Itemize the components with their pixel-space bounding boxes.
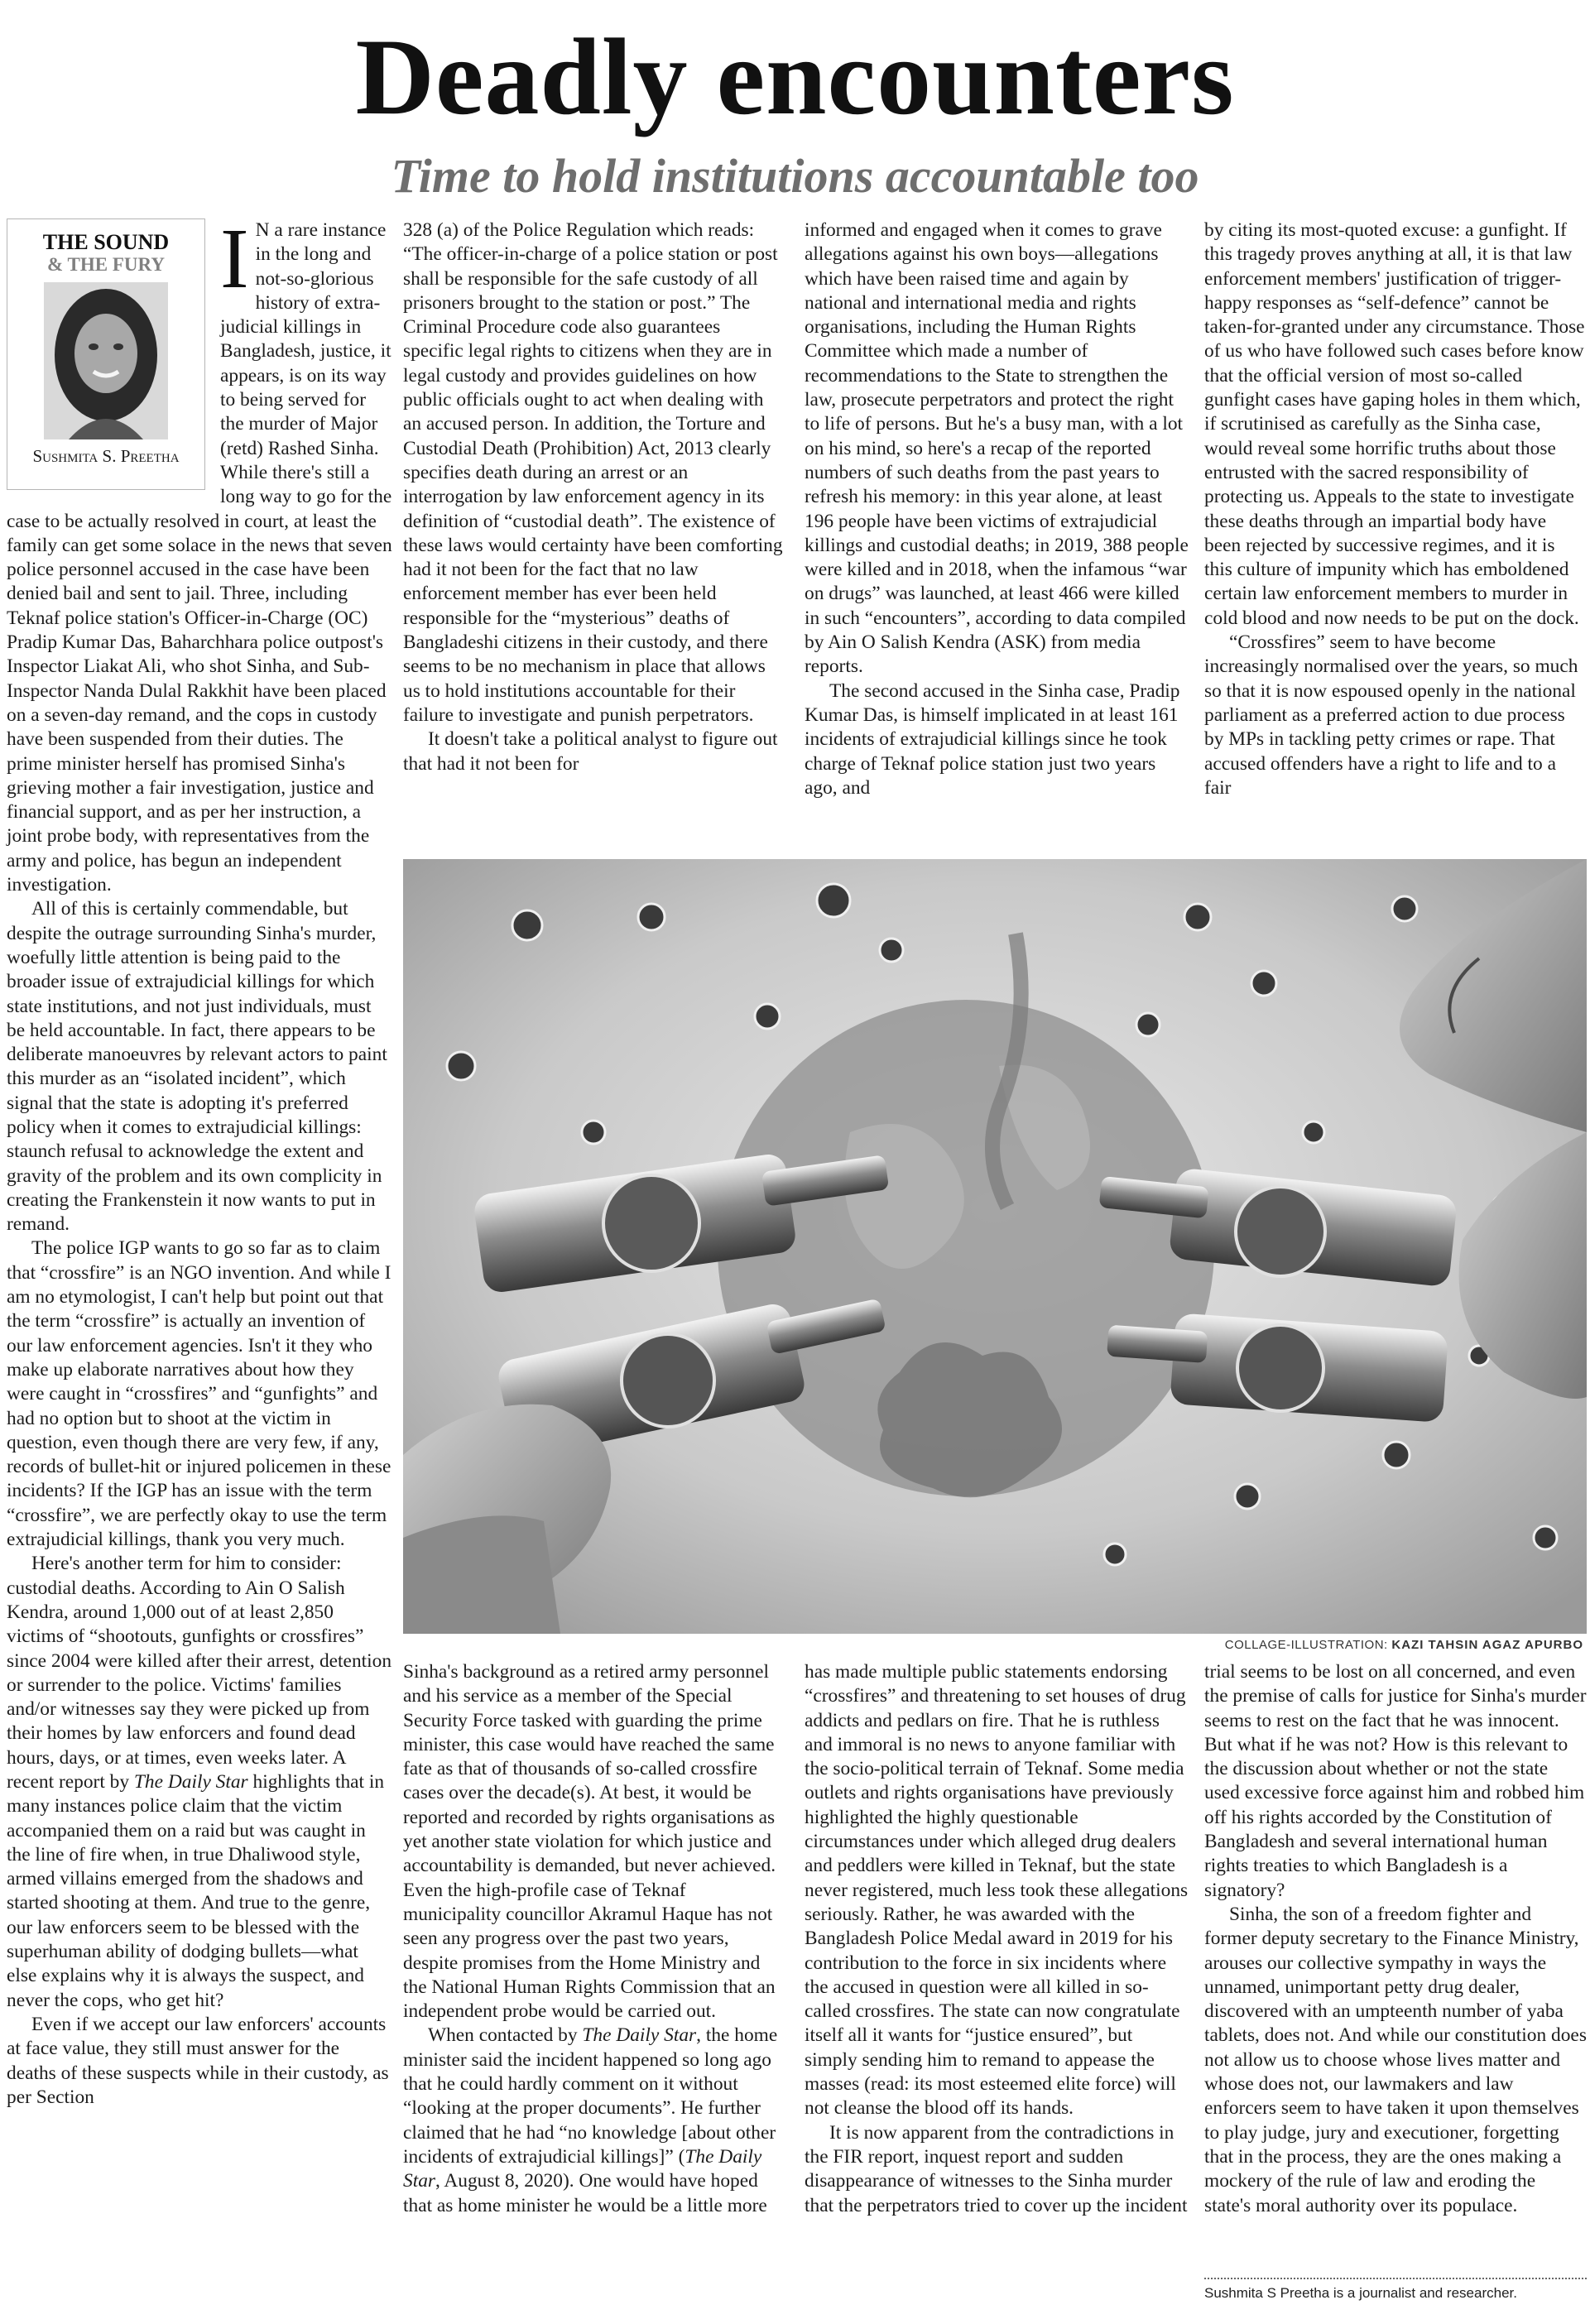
paragraph: N a rare instance in the long and not-so-glorious history of extra-judicial killings in Bangladesh, justice, it appears, is on its way to being served for the murder of Major (retd) Rashed Sinha. While there's still a long way to go for the case to be actually resolved in court, at least the family can get some solace in the news that seven police personnel accused in the case have been denied bail and sent to jail. Three, including Teknaf police station's Officer-in-Charge (OC) Pradip Kumar Das, Baharchhara police outpost's Inspector Liakat Ali, who shot Sinha, and Sub-Inspector Nanda Dulal Rakkhit have been placed on a seven-day remand, and the cops in custody have been suspended from their duties. The prime minister herself has promised Sinha's grieving mother a fair investigation, justice and financial support, and as per her instruction, a joint probe body, with representatives from the army and police, has begun an independent investigation.	[7, 219, 392, 896]
paragraph: It is now apparent from the contradictions in the FIR report, inquest report and sudden disappearance of witnesses to the Sinha murder that the perpetrators tried to cover up the incident	[805, 2121, 1188, 2216]
publication-name: The Daily Star	[582, 2024, 697, 2047]
paragraph: trial seems to be lost on all concerned, and even the premise of calls for justice for Sinha's murder seems to rest on the fact that he was innocent. But what if he was not? How is this relevant to the discussion about whether or not the state used excessive force against him and robbed him off his rights accorded by the Constitution of Bangladesh and several international human rights treaties to which Bangladesh is a signatory?	[1204, 1661, 1587, 1901]
paragraph: Sinha, the son of a freedom fighter and former deputy secretary to the Finance Ministry, arouses our collective sympathy in ways the unnamed, unimportant petty drug dealer, discovered with an umpteenth number of yaba tablets, does not. And while our constitution does not allow us to choose whose lives matter and whose does not, our lawmakers and law enforcers seem to have taken it upon themselves to play judge, jury and executioner, forgetting that in the process, they are the ones making a mockery of the rule of law and eroding the state's moral authority over its populace.	[1204, 1903, 1587, 2216]
article-column-2	[403, 218, 784, 776]
publication-name: The Daily Star	[403, 2145, 762, 2192]
paragraph: Even if we accept our law enforcers' accounts at face value, they still must answer for the deaths of these suspects while in their custody, as per Section	[7, 2013, 389, 2108]
article-column-4	[1204, 218, 1587, 800]
subheadline: Time to hold institutions accountable too	[391, 149, 1199, 203]
headline: Deadly encounters	[355, 16, 1235, 137]
paragraph: “Crossfires” seem to have become increasingly normalised over the years, so much so that it is now espoused openly in the national parliament as a preferred action to due process by MPs in tackling petty crimes or rape. That accused offenders have a right to life and to a fair	[1204, 631, 1578, 799]
paragraph	[7, 1552, 392, 2013]
paragraph: It doesn't take a political analyst to figure out that had it not been for	[403, 728, 778, 775]
text-run: , August 8, 2020). One would have hoped that as home minister he would be a little more	[403, 2170, 767, 2216]
article-column-2-continued	[403, 1660, 784, 2218]
article-column-1	[7, 211, 392, 2110]
collage-illustration	[403, 859, 1587, 1634]
text-run: highlights that in many instances police claim that the victim accompanied them on a raid but was caught in the line of fire when, in true Dhaliwood style, armed villains emerged from the shadows and started shooting at them. And true to the genre, our law enforcers seem to be blessed with the superhuman ability of dodging bullets—what else explains why it is always the suspect, and never the cops, who get hit?	[7, 1771, 385, 2011]
credit-name: KAZI TAHSIN AGAZ APURBO	[1391, 1638, 1583, 1652]
article-column-3	[805, 218, 1189, 800]
drop-cap: I	[220, 211, 249, 306]
bio-divider	[1204, 2278, 1587, 2279]
author-portrait	[44, 282, 168, 439]
paragraph: has made multiple public statements endorsing “crossfires” and threatening to set houses of drug addicts and pedlars on fire. That he is ruthless and immoral is no news to anyone familiar with the socio-political terrain of Teknaf. Some media outlets and rights organisations have previously highlighted the highly questionable circumstances under which alleged drug dealers and peddlers were killed in Teknaf, but the state never registered, much less took these allegations seriously. Rather, he was awarded with the Bangladesh Police Medal award in 2019 for his contribution to the force in six incidents where the accused in question were all killed in so-called crossfires. The state can now congratulate itself all it wants for “justice ensured”, but simply sending him to remand to appease the masses (read: its most esteemed elite force) will not cleanse the blood off its hands.	[805, 1661, 1189, 2120]
paragraph: Sinha's background as a retired army personnel and his service as a member of the Special Security Force tasked with guarding the prime minister, this case would have reached the same fate as that of thousands of so-called crossfire cases over the decade(s). At best, it would be reported and recorded by rights organisations as yet another state violation for which justice and accountability is demanded, but never achieved. Even the high-profile case of Teknaf municipality councillor Akramul Haque has not seen any progress over the past two years, despite promises from the Home Ministry and the National Human Rights Commission that an independent probe would be carried out.	[403, 1661, 776, 2023]
illustration-credit	[1225, 1637, 1583, 1654]
paragraph: The second accused in the Sinha case, Pradip Kumar Das, is himself implicated in at least 161 incidents of extrajudicial killings since he took charge of Teknaf police station just two years ago, and	[805, 679, 1180, 799]
paragraph	[403, 2024, 784, 2217]
article-column-3-continued	[805, 1660, 1189, 2218]
author-name: Sushmita S. Preetha	[32, 446, 180, 466]
paragraph: All of this is certainly commendable, but despite the outrage surrounding Sinha's murder, woefully little attention is being paid to the broader issue of extrajudicial killings for which state institutions, and not just individuals, must be held accountable. In fact, there appears to be deliberate manoeuvres by relevant actors to paint this murder as an “isolated incident”, which signal that the state is adopting it's preferred policy when it comes to extrajudicial killings: staunch refusal to acknowledge the extent and gravity of the problem and its own complicity in creating the Frankenstein it now wants to put in remand.	[7, 898, 387, 1236]
text-run: Here's another term for him to consider: custodial deaths. According to Ain O Salish Kendra, around 1,000 out of at least 2,850 victims of “shootouts, gunfights or crossfires” since 2004 were killed after their arrest, detention or surrender to the police. Victims' families and/or witnesses say they were picked up from their homes by law enforcers and found dead hours, days, or at times, even weeks later. A recent report by	[7, 1553, 392, 1793]
text-run: , the home minister said the incident happened so long ago that he could hardly comment on it without “looking at the proper documents”. He further claimed that he had “no knowledge [about other incidents of extrajudicial killings]” (	[403, 2024, 778, 2168]
column-badge-subtitle: & THE FURY	[47, 254, 165, 275]
credit-prefix: COLLAGE-ILLUSTRATION:	[1224, 1638, 1388, 1652]
text-run: When contacted by	[428, 2024, 583, 2047]
paragraph: informed and engaged when it comes to grave allegations against his own boys—allegations which have been raised time and again by national and international media and rights organisations, including the Human Rights Committee which made a number of recommendations to the State to strengthen the law, prosecute perpetrators and protect the right to life of persons. But he's a busy man, with a lot on his mind, so here's a recap of the reported numbers of such deaths from the past years to refresh his memory: in this year alone, at least 196 people have been victims of extrajudicial killings and custodial deaths; in 2019, 388 people were killed and in 2018, when the infamous “war on drugs” was launched, at least 466 were killed in such “encounters”, according to data compiled by Ain O Salish Kendra (ASK) from media reports.	[805, 219, 1189, 678]
column-badge	[7, 218, 205, 490]
publication-name: The Daily Star	[133, 1771, 248, 1793]
column-badge-title: THE SOUND	[42, 230, 170, 254]
author-bio: Sushmita S Preetha is a journalist and researcher.	[1204, 2285, 1517, 2301]
paragraph: The police IGP wants to go so far as to claim that “crossfire” is an NGO invention. And while I am no etymologist, I can't help but point out that the term “crossfire” is actually an invention of our law enforcement agencies. Isn't it they who make up elaborate narratives about how they were caught in “crossfires” and “gunfights” and had no option but to shoot at the victim in question, even though there are very few, if any, records of bullet-hit or injured policemen in these incidents? If the IGP has an issue with the term “crossfire”, we are perfectly okay to use the term extrajudicial killings, thank you very much.	[7, 1237, 391, 1551]
paragraph: by citing its most-quoted excuse: a gunfight. If this tragedy proves anything at all, it is that law enforcement members' justification of trigger-happy responses as “self-defence” cannot be taken-for-granted under any circumstance. Those of us who have followed such cases before know that the official version of most so-called gunfight cases have gaping holes in them which, if scrutinised as carefully as the Sinha case, would reveal some horrific truths about those entrusted with the sacred responsibility of protecting us. Appeals to the state to investigate these deaths through an impartial body have been rejected by successive regimes, and it is this culture of impunity which has emboldened certain law enforcement members to murder in cold blood and now needs to be put on the dock.	[1204, 219, 1585, 629]
paragraph: 328 (a) of the Police Regulation which reads: “The officer-in-charge of a police station or post shall be responsible for the safe custody of all prisoners brought to the station or post.” The Criminal Procedure code also guarantees specific legal rights to citizens when they are in legal custody and provides guidelines on how public officials ought to act when dealing with an accused person. In addition, the Torture and Custodial Death (Prohibition) Act, 2013 clearly specifies death during an arrest or an interrogation by law enforcement agency in its definition of “custodial death”. The existence of these laws would certainty have been comforting had it not been for the fact that no law enforcement member has ever been held responsible for the “mysterious” deaths of Bangladeshi citizens in their custody, and there seems to be no mechanism in place that allows us to hold institutions accountable for their failure to investigate and punish perpetrators.	[403, 219, 783, 726]
article-column-4-continued	[1204, 1660, 1587, 2218]
